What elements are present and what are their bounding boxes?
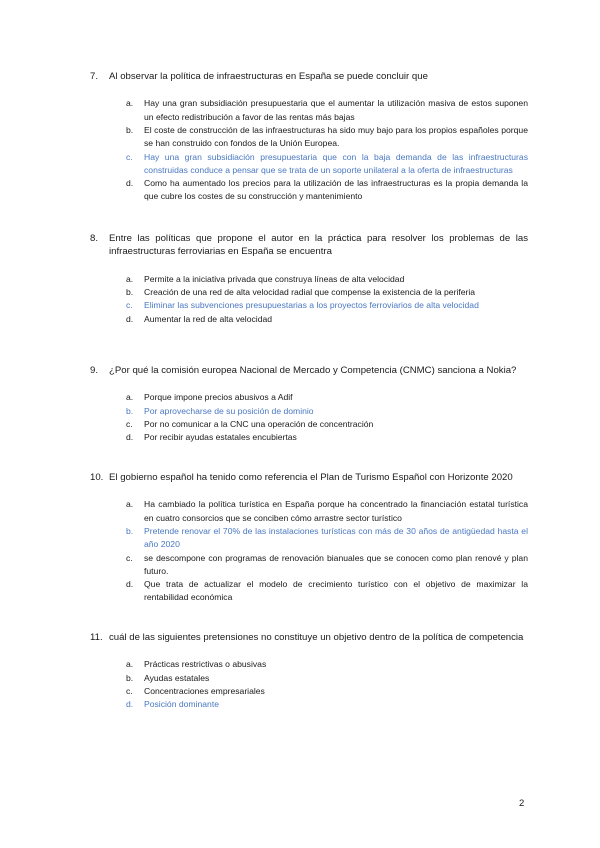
question-number: 11. xyxy=(90,632,103,643)
option-letter: c. xyxy=(126,300,133,311)
question-8 xyxy=(90,232,528,326)
option-d-correct xyxy=(126,698,528,711)
question-text: ¿Por qué la comisión europea Nacional de Mercado y Competencia (CNMC) sanciona a Nokia? xyxy=(109,365,517,376)
option-text: Ha cambiado la política turística en España porque ha concentrado la financiación estatal turística en cuatro consorcios que se conciben cómo arrastre sector turístico xyxy=(144,499,528,523)
question-text: El gobierno español ha tenido como referencia el Plan de Turismo Español con Horizonte 2020 xyxy=(109,472,513,483)
option-letter: a. xyxy=(126,98,134,109)
question-10 xyxy=(90,471,528,605)
option-letter: a. xyxy=(126,499,134,510)
option-text: Prácticas restrictivas o abusivas xyxy=(144,659,267,670)
option-text: Permite a la iniciativa privada que construya líneas de alta velocidad xyxy=(144,273,405,284)
option-b-correct xyxy=(126,525,528,552)
option-c xyxy=(126,552,528,579)
option-text: Por aprovecharse de su posición de dominio xyxy=(144,405,314,416)
option-text: Hay una gran subsidiación presupuestaria que el aumentar la utilización masiva de estos suponen un efecto redistribución a favor de las rentas más bajas xyxy=(144,98,528,122)
option-letter: d. xyxy=(126,699,134,710)
option-text: Creación de una red de alta velocidad radial que compense la existencia de la periferia xyxy=(144,287,476,298)
option-d xyxy=(126,431,528,444)
option-c-correct xyxy=(126,151,528,178)
option-text: Eliminar las subvenciones presupuestarias a los proyectos ferroviarios de alta velocidad xyxy=(144,300,479,311)
option-c xyxy=(126,418,528,431)
option-text: Concentraciones empresariales xyxy=(144,686,265,696)
option-c xyxy=(126,685,528,698)
question-number: 8. xyxy=(90,233,99,244)
answer-options xyxy=(126,658,528,711)
answer-options xyxy=(126,391,528,444)
option-text: Por no comunicar a la CNC una operación de concentración xyxy=(144,419,374,429)
question-text: Al observar la política de infraestructuras en España se puede concluir que xyxy=(109,71,428,82)
option-d xyxy=(126,313,528,326)
option-letter: b. xyxy=(126,405,134,416)
option-letter: d. xyxy=(126,178,134,189)
option-text: se descompone con programas de renovación bianuales que se conocen como plan renové y plan futuro. xyxy=(144,552,528,576)
option-d xyxy=(126,578,528,605)
option-letter: b. xyxy=(126,672,134,683)
question-text: cuál de las siguientes pretensiones no constituye un objetivo dentro de la política de competencia xyxy=(109,632,524,643)
option-text: Pretende renovar el 70% de las instalaciones turísticas con más de 30 años de antigüedad hasta el año 2020 xyxy=(144,526,528,550)
answer-options xyxy=(126,273,528,326)
option-letter: c. xyxy=(126,686,133,696)
option-letter: c. xyxy=(126,419,133,429)
option-b xyxy=(126,672,528,685)
option-text: Ayudas estatales xyxy=(144,672,210,683)
question-11 xyxy=(90,631,528,712)
option-a xyxy=(126,658,528,671)
option-a xyxy=(126,498,528,525)
option-b xyxy=(126,124,528,151)
option-text: Aumentar la red de alta velocidad xyxy=(144,313,273,324)
option-a xyxy=(126,273,528,286)
option-letter: d. xyxy=(126,432,134,443)
question-7 xyxy=(90,70,528,204)
option-text: Posición dominante xyxy=(144,699,220,710)
option-a xyxy=(126,97,528,124)
option-letter: d. xyxy=(126,579,134,590)
option-text: El coste de construcción de las infraestructuras ha sido muy bajo para los propios españoles porque se han construido con fondos de la Unión Europea. xyxy=(144,125,528,149)
option-b xyxy=(126,286,528,299)
option-text: Como ha aumentado los precios para la utilización de las infraestructuras es la propia demanda la que cubre los costes de su construcción y mantenimiento xyxy=(144,178,528,202)
option-b-correct xyxy=(126,405,528,418)
option-c-correct xyxy=(126,299,528,312)
question-text: Entre las políticas que propone el autor en la práctica para resolver los problemas de las infraestructuras ferroviarias en España se encuentra xyxy=(109,233,528,258)
option-d xyxy=(126,177,528,204)
option-a xyxy=(126,391,528,404)
option-letter: b. xyxy=(126,125,134,135)
option-text: Que trata de actualizar el modelo de crecimiento turístico con el objetivo de maximizar la rentabilidad económica xyxy=(144,579,528,603)
question-number: 7. xyxy=(90,71,99,82)
option-letter: a. xyxy=(126,273,134,284)
option-letter: b. xyxy=(126,526,134,536)
question-number: 9. xyxy=(90,365,99,376)
answer-options xyxy=(126,498,528,604)
option-text: Hay una gran subsidiación presupuestaria que con la baja demanda de las infraestructuras construidas conduce a pensar que se trata de un soporte unilateral a la oferta de infraestructuras xyxy=(144,151,528,175)
option-letter: a. xyxy=(126,659,134,670)
option-letter: a. xyxy=(126,392,134,403)
option-text: Por recibir ayudas estatales encubiertas xyxy=(144,432,297,443)
option-text: Porque impone precios abusivos a Adif xyxy=(144,392,293,403)
option-letter: c. xyxy=(126,552,133,563)
option-letter: c. xyxy=(126,151,133,162)
answer-options xyxy=(126,97,528,203)
option-letter: d. xyxy=(126,313,134,324)
question-number: 10. xyxy=(90,472,104,483)
option-letter: b. xyxy=(126,287,134,298)
page-number: 2 xyxy=(519,798,525,809)
question-9 xyxy=(90,364,528,445)
